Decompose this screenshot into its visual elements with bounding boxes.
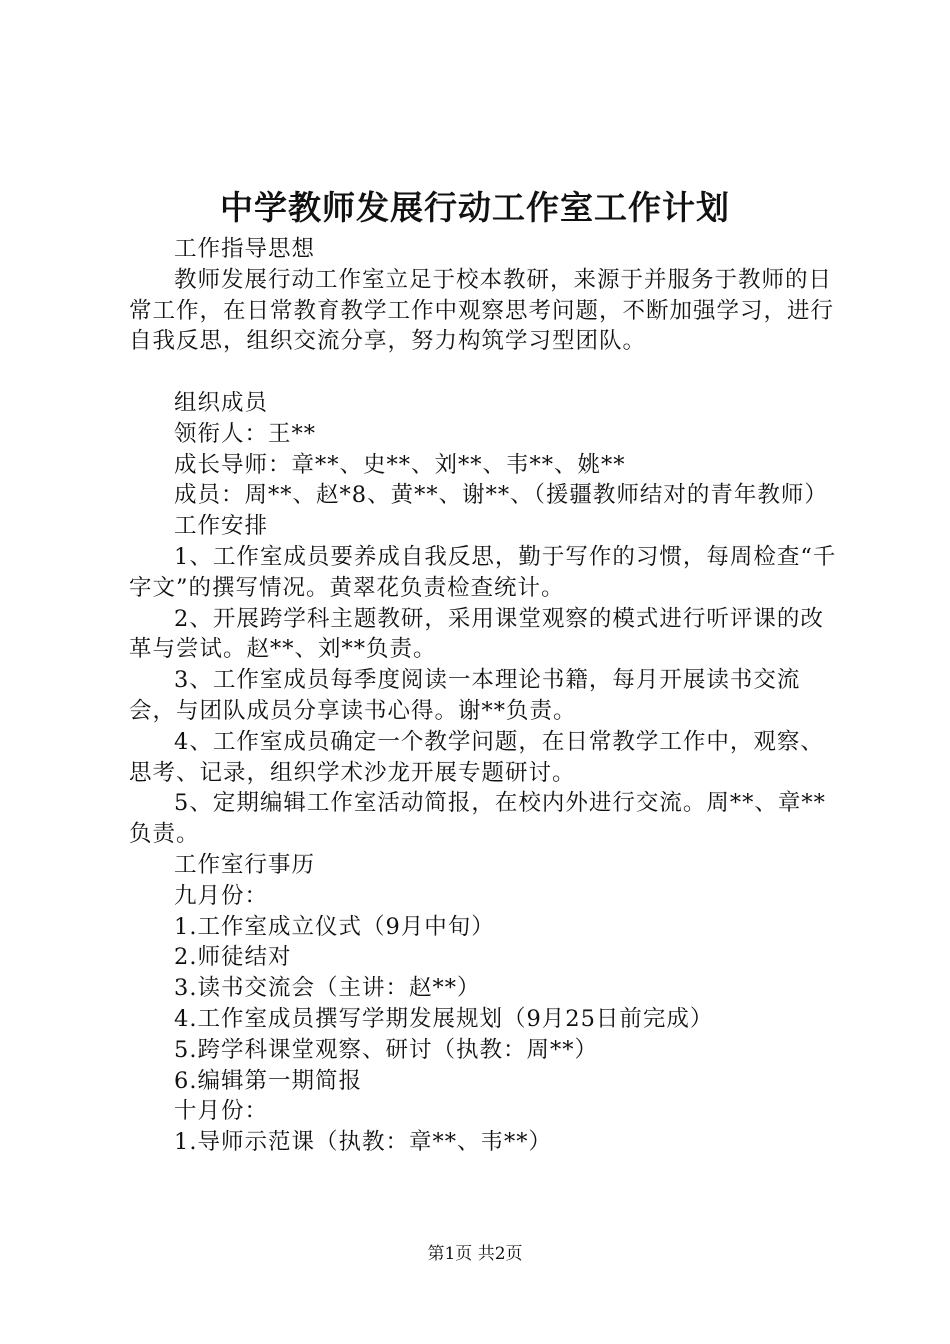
heading-guiding-ideology: 工作指导思想 [174,236,316,262]
list-item: 6.编辑第一期简报 [174,1067,362,1094]
paragraph-arrangement-1: 1、工作室成员要养成自我反思，勤于写作的习惯，每周检查“千字文”的撰写情况。黄翠花负责检查统计。 [129,543,837,601]
paragraph-leader: 领衔人：王** [174,420,317,447]
page-number-footer: 第1页 共2页 [427,1244,523,1264]
document-body [129,234,841,1158]
paragraph-mentors: 成长导师：章**、史**、刘**、韦**、姚** [174,451,626,478]
paragraph-arrangement-4: 4、工作室成员确定一个教学问题，在日常教学工作中，观察、思考、记录，组织学术沙龙开展专题研讨。 [129,728,824,786]
heading-september: 九月份： [174,882,269,909]
list-item: 5.跨学科课堂观察、研讨（执教：周**） [174,1036,598,1063]
blank-line [129,357,841,388]
heading-members: 组织成员 [174,389,269,416]
paragraph-members: 成员：周**、赵*8、黄**、谢**、（援疆教师结对的青年教师） [174,482,828,509]
list-item: 3.读书交流会（主讲：赵**） [174,975,481,1002]
heading-calendar: 工作室行事历 [174,851,316,878]
paragraph-arrangement-3: 3、工作室成员每季度阅读一本理论书籍，每月开展读书交流会，与团队成员分享读书心得。谢**负责。 [129,667,801,724]
list-item: 2.师徒结对 [174,944,292,971]
paragraph-arrangement-5: 5、定期编辑工作室活动简报，在校内外进行交流。周**、章**负责。 [129,790,826,848]
heading-october: 十月份： [174,1098,269,1125]
heading-work-arrangement: 工作安排 [174,513,269,540]
paragraph-guiding-ideology: 教师发展行动工作室立足于校本教研，来源于并服务于教师的日常工作，在日常教育教学工作中观察思考问题，不断加强学习，进行自我反思，组织交流分享，努力构筑学习型团队。 [129,266,835,355]
document-title: 中学教师发展行动工作室工作计划 [220,188,730,227]
list-item: 4.工作室成员撰写学期发展规划（9月25日前完成） [174,1005,714,1032]
list-item: 1.导师示范课（执教：章**、韦**） [174,1129,552,1156]
list-item: 1.工作室成立仪式（9月中旬） [174,913,495,940]
paragraph-arrangement-2: 2、开展跨学科主题教研，采用课堂观察的模式进行听评课的改革与尝试。赵**、刘**负责。 [129,605,824,663]
